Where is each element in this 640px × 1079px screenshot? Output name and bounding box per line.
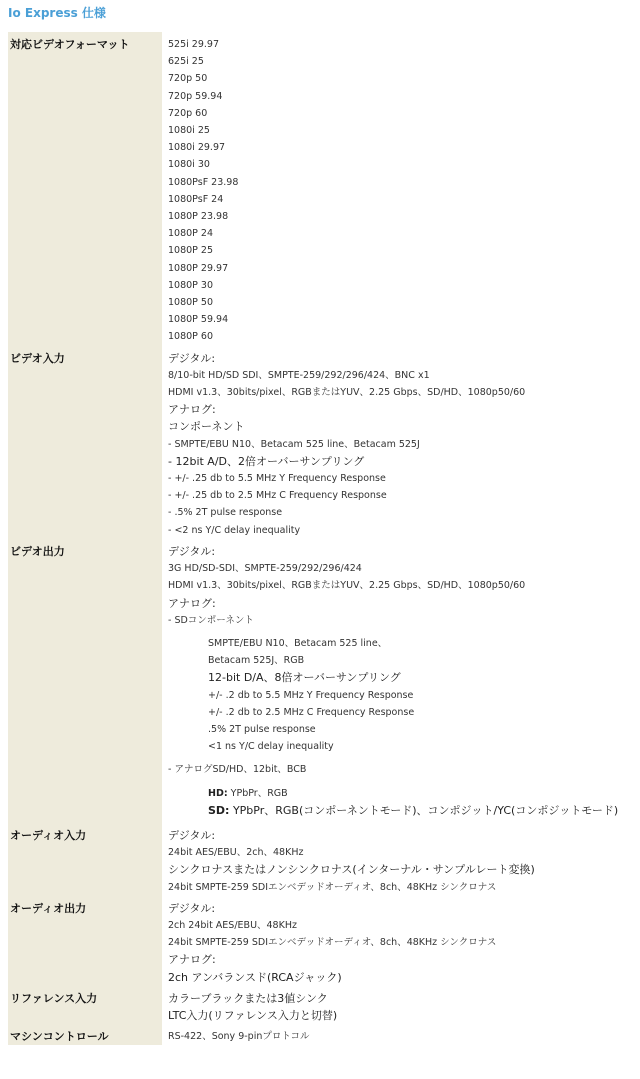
list-item: アナログ:	[168, 596, 216, 610]
page-title: Io Express 仕様	[8, 6, 106, 20]
table-row	[8, 32, 638, 346]
list-item: 1080P 50	[168, 297, 214, 309]
list-item: 24bit SMPTE-259 SDIエンベデッドオーディオ、8ch、48KHz シンクロナス	[168, 937, 497, 949]
list-item	[168, 785, 638, 802]
list-item	[168, 802, 638, 819]
list-item: - .5% 2T pulse response	[168, 507, 283, 519]
list-item: 1080i 30	[168, 159, 210, 171]
row-label-video-format: 対応ビデオフォーマット	[8, 32, 162, 346]
table-row	[8, 823, 638, 896]
list-item: 1080P 23.98	[168, 211, 229, 223]
list-item: 1080P 30	[168, 279, 214, 291]
list-item: アナログ:	[168, 953, 216, 967]
list-item: SMPTE/EBU N10、Betacam 525 line、	[208, 637, 388, 649]
list-item: +/- .2 db to 2.5 MHz C Frequency Response	[208, 706, 415, 718]
row-label-audio-input: オーディオ入力	[8, 823, 162, 896]
list-item: 1080PsF 24	[168, 193, 224, 205]
list-item: 1080P 25	[168, 245, 214, 257]
list-item: 1080P 29.97	[168, 262, 229, 274]
row-label-machine-control: マシンコントロール	[8, 1024, 162, 1045]
list-item: - SDコンポーネント	[168, 614, 254, 626]
list-item: 1080PsF 23.98	[168, 176, 239, 188]
table-row	[8, 1024, 638, 1045]
row-value-video-output	[162, 539, 638, 823]
list-item: 1080P 59.94	[168, 314, 229, 326]
list-item: - アナログSD/HD、12bit、BCB	[168, 764, 307, 776]
list-item: 24bit AES/EBU、2ch、48KHz	[168, 847, 304, 859]
list-item: - +/- .25 db to 5.5 MHz Y Frequency Response	[168, 473, 386, 485]
row-label-audio-output: オーディオ出力	[8, 896, 162, 986]
hd-label: HD:	[208, 787, 228, 799]
list-item: RS-422、Sony 9-pinプロトコル	[168, 1031, 310, 1043]
list-item: デジタル:	[168, 351, 216, 365]
row-value-machine-control	[162, 1024, 638, 1045]
list-item: - SMPTE/EBU N10、Betacam 525 line、Betacam 525J	[168, 438, 420, 450]
list-item: .5% 2T pulse response	[208, 723, 316, 735]
table-row	[8, 986, 638, 1024]
list-item: +/- .2 db to 5.5 MHz Y Frequency Response	[208, 689, 414, 701]
row-value-audio-output	[162, 896, 638, 986]
sd-value: YPbPr、RGB(コンポーネントモード)、コンポジット/YC(コンポジットモード)	[229, 803, 619, 817]
list-item: Betacam 525J、RGB	[208, 655, 305, 667]
list-item: デジタル:	[168, 901, 216, 915]
list-item: デジタル:	[168, 544, 216, 558]
sd-label: SD:	[208, 803, 230, 817]
list-item: デジタル:	[168, 828, 216, 842]
list-item: 12-bit D/A、8倍オーバーサンプリング	[208, 671, 401, 685]
hd-value: YPbPr、RGB	[227, 787, 288, 799]
table-row	[8, 896, 638, 986]
list-item: 720p 50	[168, 73, 208, 85]
list-item: 1080i 29.97	[168, 142, 226, 154]
list-item: HDMI v1.3、30bits/pixel、RGBまたはYUV、2.25 Gbps、SD/HD、1080p50/60	[168, 580, 526, 592]
list-item: 525i 29.97	[168, 39, 219, 50]
table-row	[8, 346, 638, 539]
list-item: カラーブラックまたは3値シンク	[168, 991, 328, 1005]
list-item: 2ch アンバランスド(RCAジャック)	[168, 970, 342, 984]
list-item: <1 ns Y/C delay inequality	[208, 741, 334, 753]
list-item: 1080P 24	[168, 228, 214, 240]
list-item: - 12bit A/D、2倍オーバーサンプリング	[168, 454, 365, 468]
list-item: - <2 ns Y/C delay inequality	[168, 524, 301, 536]
row-value-audio-input	[162, 823, 638, 896]
list-item: 720p 60	[168, 107, 208, 119]
row-value-video-format	[162, 32, 638, 346]
row-label-video-input: ビデオ入力	[8, 346, 162, 539]
list-item: アナログ:	[168, 403, 216, 417]
list-item: コンポーネント	[168, 420, 245, 434]
list-item: シンクロナスまたはノンシンクロナス(インターナル・サンプルレート変換)	[168, 863, 535, 877]
list-item: - +/- .25 db to 2.5 MHz C Frequency Response	[168, 490, 387, 502]
table-row	[8, 539, 638, 823]
row-value-video-input	[162, 346, 638, 539]
list-item: 1080i 25	[168, 125, 210, 137]
list-item: LTC入力(リファレンス入力と切替)	[168, 1008, 338, 1022]
row-label-video-output: ビデオ出力	[8, 539, 162, 823]
list-item: 2ch 24bit AES/EBU、48KHz	[168, 919, 297, 931]
spec-table	[8, 32, 638, 1045]
list-item: 8/10-bit HD/SD SDI、SMPTE-259/292/296/424、BNC x1	[168, 369, 430, 381]
list-item: 625i 25	[168, 56, 204, 68]
row-value-reference-input	[162, 986, 638, 1024]
list-item: 1080P 60	[168, 331, 214, 343]
list-item: HDMI v1.3、30bits/pixel、RGBまたはYUV、2.25 Gbps、SD/HD、1080p50/60	[168, 387, 526, 399]
list-item: 3G HD/SD-SDI、SMPTE-259/292/296/424	[168, 563, 362, 575]
list-item: 24bit SMPTE-259 SDIエンベデッドオーディオ、8ch、48KHz シンクロナス	[168, 881, 497, 893]
row-label-reference-input: リファレンス入力	[8, 986, 162, 1024]
list-item: 720p 59.94	[168, 90, 223, 102]
